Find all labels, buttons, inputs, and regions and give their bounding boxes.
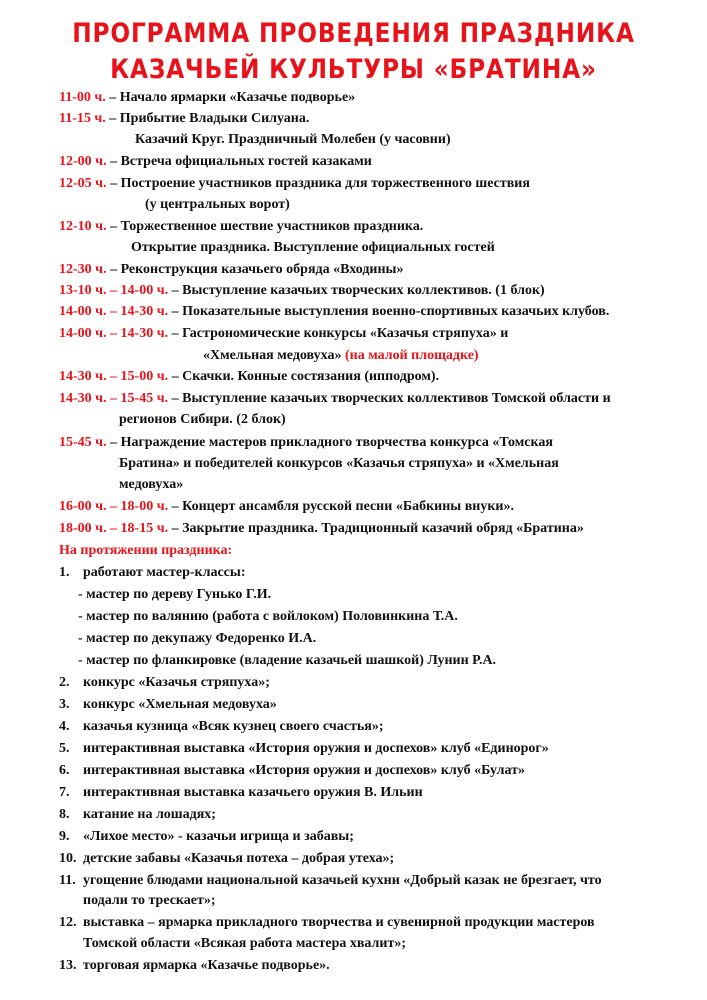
list-number: 8. <box>59 807 70 822</box>
list-item <box>59 674 270 692</box>
page-title: ПРОГРАММА ПРОВЕДЕНИЯ ПРАЗДНИКА <box>72 18 635 49</box>
list-subitem <box>78 630 316 648</box>
list-text: «Лихое место» - казачьи игрища и забавы; <box>83 829 354 844</box>
during-heading: На протяжении праздника: <box>59 543 233 558</box>
schedule-row <box>59 434 553 452</box>
list-number: 11. <box>59 873 76 888</box>
schedule-row <box>59 368 439 386</box>
list-number: 7. <box>59 785 70 800</box>
schedule-row <box>135 131 451 149</box>
schedule-text: Казачий Круг. Праздничный Молебен (у часовни) <box>135 132 451 147</box>
schedule-text: регионов Сибири. (2 блок) <box>119 412 286 427</box>
schedule-text: – Показательные выступления военно-спортивных казачьих клубов. <box>168 304 610 319</box>
list-subitem <box>78 586 271 604</box>
schedule-text: – Построение участников праздника для торжественного шествия <box>106 176 530 191</box>
schedule-row <box>59 153 372 171</box>
list-item <box>59 740 549 758</box>
schedule-time: 14-00 ч. – 14-30 ч. <box>59 326 169 341</box>
list-subitem <box>78 608 458 626</box>
list-number: 6. <box>59 763 70 778</box>
schedule-row <box>59 303 609 321</box>
schedule-text: «Хмельная медовуха» <box>203 348 342 363</box>
schedule-text: – Скачки. Конные состязания (ипподром). <box>168 369 440 384</box>
schedule-text: – Закрытие праздника. Традиционный казачий обряд «Братина» <box>168 521 584 536</box>
list-item <box>59 850 394 868</box>
schedule-text: – Концерт ансамбля русской песни «Бабкины внуки». <box>168 499 514 514</box>
list-number: 5. <box>59 741 70 756</box>
schedule-time: 15-45 ч. <box>59 435 107 450</box>
schedule-row <box>119 411 286 429</box>
list-text: конкурс «Хмельная медовуха» <box>83 697 277 712</box>
schedule-time: 12-00 ч. <box>59 154 107 169</box>
schedule-row <box>59 390 611 408</box>
list-text: детские забавы «Казачья потеха – добрая утеха»; <box>83 851 395 866</box>
list-text: конкурс «Казачья стряпуха»; <box>83 675 270 690</box>
list-number: 4. <box>59 719 70 734</box>
schedule-location: (на малой площадке) <box>341 348 479 363</box>
list-text: - мастер по фланкировке (владение казачьей шашкой) Лунин Р.А. <box>78 653 497 668</box>
schedule-row <box>59 282 545 300</box>
schedule-text: (у центральных ворот) <box>145 197 290 212</box>
schedule-row <box>203 347 479 365</box>
schedule-row <box>59 89 355 107</box>
list-text: - мастер по дереву Гунько Г.И. <box>78 587 272 602</box>
schedule-time: 18-00 ч. – 18-15 ч. <box>59 521 169 536</box>
schedule-row <box>131 239 495 257</box>
list-item <box>59 564 246 582</box>
list-text: интерактивная выставка казачьего оружия В. Ильин <box>83 785 423 800</box>
schedule-time: 12-10 ч. <box>59 219 107 234</box>
list-item <box>59 957 330 975</box>
schedule-row <box>59 175 530 193</box>
list-text: подали то трескает»; <box>83 893 216 908</box>
schedule-text: – Встреча официальных гостей казаками <box>106 154 372 169</box>
list-number: 9. <box>59 829 70 844</box>
schedule-time: 13-10 ч. – 14-00 ч. <box>59 283 169 298</box>
list-item <box>59 828 354 846</box>
list-text: интерактивная выставка «История оружия и доспехов» клуб «Булат» <box>83 763 526 778</box>
schedule-row <box>119 455 559 473</box>
schedule-row <box>59 520 584 538</box>
list-item <box>59 784 423 802</box>
list-number: 2. <box>59 675 70 690</box>
list-item <box>59 762 525 780</box>
list-continuation <box>83 892 216 910</box>
list-text: интерактивная выставка «История оружия и доспехов» клуб «Единорог» <box>83 741 549 756</box>
list-item <box>59 806 216 824</box>
list-item <box>59 696 277 714</box>
list-number: 1. <box>59 565 70 580</box>
schedule-row <box>59 218 423 236</box>
schedule-text: – Начало ярмарки «Казачье подворье» <box>105 90 356 105</box>
schedule-text: Открытие праздника. Выступление официальных гостей <box>131 240 495 255</box>
list-text: выставка – ярмарка прикладного творчества и сувенирной продукции мастеров <box>83 915 595 930</box>
list-continuation <box>83 935 406 953</box>
list-number: 13. <box>59 958 77 973</box>
list-text: - мастер по валянию (работа с войлоком) Половинкина Т.А. <box>78 609 458 624</box>
schedule-text: – Награждение мастеров прикладного творчества конкурса «Томская <box>106 435 553 450</box>
schedule-time: 14-00 ч. – 14-30 ч. <box>59 304 169 319</box>
schedule-text: – Гастрономические конкурсы «Казачья стряпуха» и <box>168 326 509 341</box>
schedule-time: 14-30 ч. – 15-45 ч. <box>59 391 169 406</box>
schedule-time: 12-05 ч. <box>59 176 107 191</box>
list-text: Томской области «Всякая работа мастера хвалит»; <box>83 936 406 951</box>
schedule-text: – Выступление казачьих творческих коллективов Томской области и <box>168 391 611 406</box>
list-text: работают мастер-классы: <box>83 565 246 580</box>
schedule-text: медовуха» <box>119 477 184 492</box>
schedule-time: 11-15 ч. <box>59 111 106 126</box>
schedule-row <box>59 110 309 128</box>
schedule-row <box>59 325 508 343</box>
schedule-text: – Реконструкция казачьего обряда «Входины» <box>106 262 404 277</box>
schedule-row <box>145 196 290 214</box>
schedule-time: 11-00 ч. <box>59 90 106 105</box>
schedule-row <box>59 261 403 279</box>
list-item <box>59 914 595 932</box>
schedule-text: – Выступление казачьих творческих коллективов. (1 блок) <box>168 283 545 298</box>
schedule-row <box>119 476 183 494</box>
list-item <box>59 872 602 890</box>
schedule-text: – Прибытие Владыки Силуана. <box>105 111 310 126</box>
schedule-time: 12-30 ч. <box>59 262 107 277</box>
list-text: казачья кузница «Всяк кузнец своего счастья»; <box>83 719 384 734</box>
list-text: торговая ярмарка «Казачье подворье». <box>83 958 330 973</box>
schedule-text: Братина» и победителей конкурсов «Казачья стряпуха» и «Хмельная <box>119 456 559 471</box>
schedule-time: 14-30 ч. – 15-00 ч. <box>59 369 169 384</box>
list-text: катание на лошадях; <box>83 807 216 822</box>
page-subtitle: КАЗАЧЬЕЙ КУЛЬТУРЫ «БРАТИНА» <box>110 54 597 85</box>
schedule-time: 16-00 ч. – 18-00 ч. <box>59 499 169 514</box>
list-text: - мастер по декупажу Федоренко И.А. <box>78 631 317 646</box>
schedule-row <box>59 498 514 516</box>
list-number: 12. <box>59 915 77 930</box>
list-subitem <box>78 652 496 670</box>
list-text: угощение блюдами национальной казачьей кухни «Добрый казак не брезгает, что <box>83 873 602 888</box>
list-item <box>59 718 383 736</box>
list-number: 10. <box>59 851 77 866</box>
schedule-text: – Торжественное шествие участников праздника. <box>106 219 424 234</box>
list-number: 3. <box>59 697 70 712</box>
